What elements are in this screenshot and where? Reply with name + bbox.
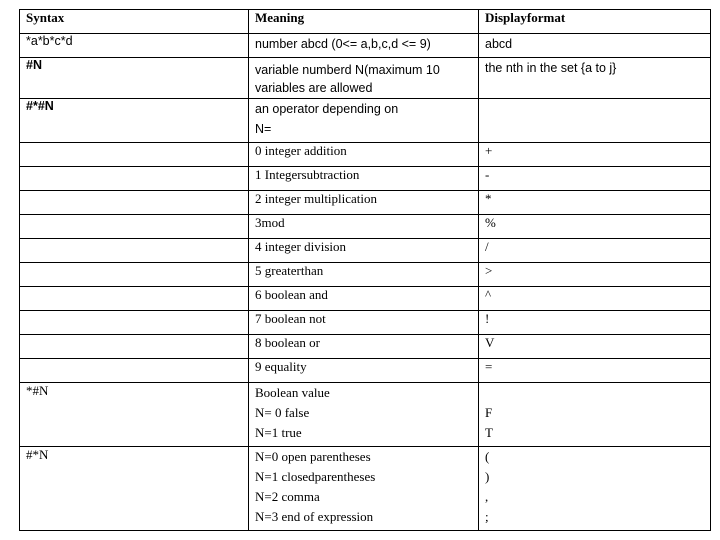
- syntax-cell: #*N: [20, 447, 249, 531]
- display-cell: =: [479, 359, 711, 383]
- meaning-cell: 1 Integersubtraction: [249, 167, 479, 191]
- meaning-line: N=0 open parentheses: [255, 449, 371, 464]
- meaning-line: N= 0 false: [255, 405, 310, 420]
- display-cell: +: [479, 143, 711, 167]
- header-meaning: Meaning: [249, 10, 479, 34]
- table-header-row: [20, 10, 711, 34]
- meaning-cell: 0 integer addition: [249, 143, 479, 167]
- display-cell: ^: [479, 287, 711, 311]
- display-cell: [479, 383, 711, 447]
- header-displayformat: Displayformat: [479, 10, 711, 34]
- display-line: [485, 383, 704, 403]
- display-cell: [479, 58, 711, 99]
- display-cell: /: [479, 239, 711, 263]
- meaning-cell: [249, 383, 479, 447]
- table-row: [20, 311, 711, 335]
- meaning-line: N=1 closedparentheses: [255, 469, 376, 484]
- meaning-line: number abcd (0<= a,b,c,d <= 9): [255, 37, 431, 51]
- meaning-cell: 3mod: [249, 215, 479, 239]
- syntax-cell: *#N: [20, 383, 249, 447]
- meaning-cell: 6 boolean and: [249, 287, 479, 311]
- display-cell: >: [479, 263, 711, 287]
- meaning-line: variable numberd N(maximum 10: [255, 63, 440, 77]
- meaning-cell: [249, 58, 479, 99]
- syntax-cell: [20, 359, 249, 383]
- display-line: ,: [485, 489, 489, 504]
- display-line: abcd: [485, 37, 513, 51]
- display-cell: !: [479, 311, 711, 335]
- syntax-cell: [20, 215, 249, 239]
- display-cell: V: [479, 335, 711, 359]
- syntax-cell: [20, 335, 249, 359]
- table-row: [20, 167, 711, 191]
- table-row: [20, 447, 711, 531]
- display-line: ;: [485, 509, 489, 524]
- table-row: [20, 34, 711, 58]
- display-line: ): [485, 469, 490, 484]
- display-cell: %: [479, 215, 711, 239]
- meaning-cell: [249, 447, 479, 531]
- meaning-line: N=: [255, 122, 272, 136]
- display-cell: [479, 447, 711, 531]
- header-syntax: Syntax: [20, 10, 249, 34]
- display-line: T: [485, 425, 493, 440]
- display-cell: -: [479, 167, 711, 191]
- syntax-cell: [20, 167, 249, 191]
- syntax-cell: *a*b*c*d: [20, 34, 249, 58]
- meaning-cell: 4 integer division: [249, 239, 479, 263]
- meaning-line: variables are allowed: [255, 81, 373, 95]
- syntax-cell: [20, 143, 249, 167]
- table-row: [20, 58, 711, 99]
- table-row: [20, 143, 711, 167]
- syntax-cell: [20, 191, 249, 215]
- meaning-line: an operator depending on: [255, 102, 399, 116]
- table-row: [20, 215, 711, 239]
- syntax-cell: [20, 263, 249, 287]
- syntax-cell: [20, 239, 249, 263]
- display-cell: [479, 34, 711, 58]
- meaning-cell: 7 boolean not: [249, 311, 479, 335]
- table-row: [20, 335, 711, 359]
- table-row: [20, 287, 711, 311]
- display-cell: *: [479, 191, 711, 215]
- meaning-line: N=2 comma: [255, 489, 320, 504]
- display-line: (: [485, 449, 490, 464]
- table-row: [20, 99, 711, 143]
- display-line: the nth in the set {a to j}: [485, 61, 617, 75]
- meaning-cell: [249, 34, 479, 58]
- meaning-line: N=1 true: [255, 425, 302, 440]
- table-row: [20, 239, 711, 263]
- meaning-line: N=3 end of expression: [255, 509, 374, 524]
- syntax-cell: #N: [20, 58, 249, 99]
- meaning-cell: 2 integer multiplication: [249, 191, 479, 215]
- display-cell: [479, 99, 711, 143]
- meaning-line: Boolean value: [255, 385, 330, 400]
- table-row: [20, 191, 711, 215]
- table-row: [20, 359, 711, 383]
- meaning-cell: 8 boolean or: [249, 335, 479, 359]
- syntax-cell: [20, 311, 249, 335]
- syntax-cell: [20, 287, 249, 311]
- table-row: [20, 383, 711, 447]
- meaning-cell: [249, 99, 479, 143]
- meaning-cell: 9 equality: [249, 359, 479, 383]
- syntax-table: [19, 9, 711, 531]
- meaning-cell: 5 greaterthan: [249, 263, 479, 287]
- syntax-cell: #*#N: [20, 99, 249, 143]
- table-row: [20, 263, 711, 287]
- display-line: F: [485, 405, 493, 420]
